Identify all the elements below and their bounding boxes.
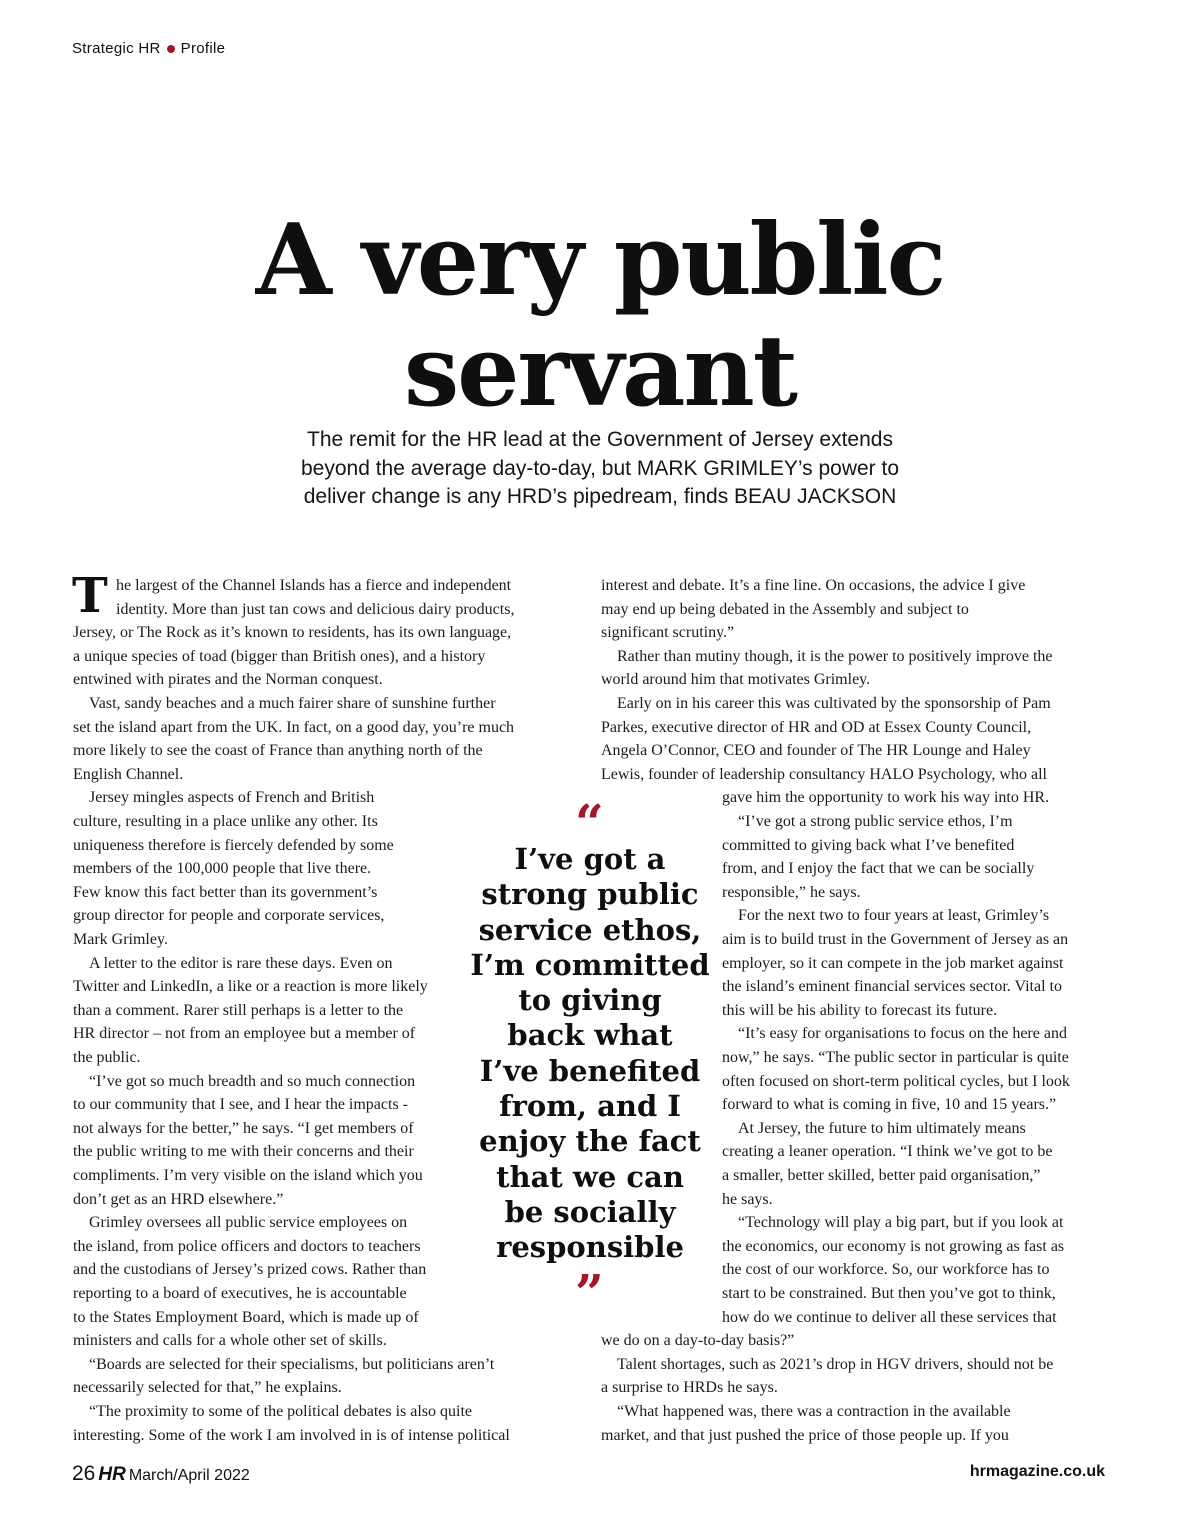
headline-line: A very public: [255, 203, 945, 318]
close-quote-mark-icon: ”: [575, 1263, 604, 1322]
section-label: Strategic HR: [72, 40, 161, 57]
body-text-line: At Jersey, the future to him ultimately means: [738, 1119, 1026, 1137]
body-text-line: the public.: [73, 1049, 141, 1066]
pull-quote-line: be socially: [504, 1194, 676, 1229]
body-text-line: members of the 100,000 people that live there.: [73, 860, 372, 878]
body-text-line: responsible,” he says.: [722, 883, 861, 901]
bullet-dot-icon: [167, 45, 175, 53]
body-text-line: don’t get as an HRD elsewhere.”: [73, 1190, 284, 1208]
body-text-line: interest and debate. It’s a fine line. On occasions, the advice I give: [601, 577, 1026, 594]
pull-quote-line: I’ve benefited: [479, 1053, 701, 1088]
body-text-line: more likely to see the coast of France than anything north of the: [73, 742, 483, 760]
section-tag: [72, 40, 225, 57]
body-text-line: market, and that just pushed the price of those people up. If you: [601, 1426, 1009, 1444]
pull-quote-line: strong public: [481, 877, 699, 912]
body-text-line: a surprise to HRDs he says.: [601, 1379, 778, 1397]
body-text-line: “I’ve got a strong public service ethos, I’m: [738, 813, 1013, 830]
body-text-line: a smaller, better skilled, better paid organisation,”: [722, 1167, 1041, 1184]
body-text-line: Talent shortages, such as 2021’s drop in HGV drivers, should not be: [617, 1355, 1054, 1373]
body-text-line: to our community that I see, and I hear the impacts -: [73, 1096, 409, 1114]
body-text-line: “Technology will play a big part, but if you look at: [738, 1214, 1064, 1232]
body-text-line: A letter to the editor is rare these days. Even on: [89, 954, 393, 972]
standfirst-line: beyond the average day-to-day, but MARK GRIMLEY’s power to: [300, 456, 900, 480]
body-text-line: Twitter and LinkedIn, a like or a reaction is more likely: [73, 978, 428, 996]
page-number: 26: [72, 1462, 96, 1485]
body-text-line: the cost of our workforce. So, our workforce has to: [722, 1261, 1050, 1279]
body-text-line: how do we continue to deliver all these services that: [722, 1308, 1057, 1326]
body-text-line: Early on in his career this was cultivated by the sponsorship of Pam: [617, 695, 1051, 712]
body-text-line: reporting to a board of executives, he is accountable: [73, 1285, 407, 1302]
body-text-line: the public writing to me with their concerns and their: [73, 1143, 414, 1161]
body-text-line: uniqueness therefore is fiercely defended by some: [73, 836, 394, 854]
pull-quote-line: from, and I: [499, 1089, 681, 1124]
body-text-line: “The proximity to some of the political debates is also quite: [89, 1403, 473, 1420]
body-text-line: Parkes, executive director of HR and OD at Essex County Council,: [601, 718, 1032, 736]
body-text-line: “What happened was, there was a contraction in the available: [617, 1403, 1011, 1420]
website-url: hrmagazine.co.uk: [969, 1463, 1105, 1480]
body-text-line: Grimley oversees all public service employees on: [89, 1214, 408, 1232]
body-text-line: creating a leaner operation. “I think we’ve got to be: [722, 1143, 1053, 1161]
pull-quote-line: I’ve got a: [514, 842, 666, 876]
headline-line: servant: [403, 314, 797, 429]
body-text-line: we do on a day-to-day basis?”: [601, 1332, 795, 1350]
pull-quote-line: I’m committed: [470, 947, 710, 982]
body-text-line: For the next two to four years at least, Grimley’s: [738, 907, 1050, 925]
body-text-line: Lewis, founder of leadership consultancy HALO Psychology, who all: [601, 765, 1047, 783]
body-text-line: he largest of the Channel Islands has a fierce and independent: [116, 577, 512, 594]
body-text-line: committed to giving back what I’ve benefited: [722, 836, 1015, 854]
body-text-line: HR director – not from an employee but a member of: [73, 1025, 416, 1043]
body-text-line: interesting. Some of the work I am involved in is of intense political: [73, 1426, 510, 1444]
body-text-line: culture, resulting in a place unlike any other. Its: [73, 813, 378, 830]
pull-quote-line: to giving: [518, 983, 662, 1018]
body-text-line: the island, from police officers and doctors to teachers: [73, 1237, 421, 1255]
body-text-line: Angela O’Connor, CEO and founder of The HR Lounge and Haley: [601, 742, 1031, 760]
body-text-line: not always for the better,” he says. “I get members of: [73, 1119, 414, 1137]
body-text-line: gave him the opportunity to work his way into HR.: [722, 789, 1050, 807]
body-text-line: “I’ve got so much breadth and so much connection: [89, 1072, 416, 1090]
body-text-line: aim is to build trust in the Government of Jersey as an: [722, 931, 1069, 948]
pull-quote-line: enjoy the fact: [479, 1124, 701, 1159]
body-text-line: Vast, sandy beaches and a much fairer share of sunshine further: [89, 695, 496, 712]
pull-quote-line: back what: [507, 1018, 673, 1053]
body-text-line: a unique species of toad (bigger than British ones), and a history: [73, 647, 486, 665]
body-text-line: from, and I enjoy the fact that we can be socially: [722, 860, 1035, 878]
pull-quote-line: responsible: [496, 1230, 684, 1265]
body-text-line: entwined with pirates and the Norman conquest.: [73, 671, 383, 689]
body-text-line: the island’s eminent financial services sector. Vital to: [722, 978, 1062, 996]
body-text-line: identity. More than just tan cows and delicious dairy products,: [116, 600, 515, 618]
body-text-line: world around him that motivates Grimley.: [601, 671, 871, 689]
body-text-line: Jersey mingles aspects of French and British: [89, 789, 375, 807]
open-quote-mark-icon: “: [575, 793, 604, 852]
body-text-line: employer, so it can compete in the job market against: [722, 954, 1064, 972]
issue-date: March/April 2022: [128, 1467, 250, 1484]
body-text-line: he says.: [722, 1190, 773, 1208]
article-standfirst: [150, 426, 1050, 512]
body-text-line: often focused on short-term political cycles, but I look: [722, 1072, 1070, 1090]
article-headline: [0, 205, 1200, 427]
pull-quote-line: that we can: [496, 1159, 684, 1194]
body-text-line: ministers and calls for a whole other set of skills.: [73, 1332, 387, 1350]
footer-folio: [72, 1462, 250, 1486]
body-text-line: compliments. I’m very visible on the island which you: [73, 1167, 423, 1184]
body-text-line: necessarily selected for that,” he explains.: [73, 1379, 342, 1397]
body-text-line: now,” he says. “The public sector in particular is quite: [722, 1049, 1069, 1066]
standfirst-line: deliver change is any HRD’s pipedream, finds BEAU JACKSON: [303, 485, 897, 508]
body-text-line: “Boards are selected for their specialisms, but politicians aren’t: [89, 1355, 495, 1373]
body-text-line: set the island apart from the UK. In fact, on a good day, you’re much: [73, 718, 515, 736]
body-text-line: Few know this fact better than its government’s: [73, 883, 378, 901]
body-text-line: than a comment. Rarer still perhaps is a letter to the: [73, 1001, 404, 1019]
pull-quote-line: service ethos,: [478, 912, 702, 947]
body-text-line: Jersey, or The Rock as it’s known to residents, has its own language,: [73, 624, 512, 642]
body-text-line: this will be his ability to forecast its future.: [722, 1001, 998, 1019]
body-text-line: English Channel.: [73, 765, 184, 783]
body-text-line: group director for people and corporate services,: [73, 907, 385, 925]
body-text-line: to the States Employment Board, which is made up of: [73, 1308, 419, 1326]
body-text-line: may end up being debated in the Assembly and subject to: [601, 600, 969, 618]
body-text-line: “It’s easy for organisations to focus on the here and: [738, 1025, 1067, 1043]
pull-quote: [470, 842, 710, 1266]
body-text-line: significant scrutiny.”: [601, 624, 735, 642]
magazine-logo: HR: [98, 1464, 126, 1485]
body-text-line: forward to what is coming in five, 10 and 15 years.”: [722, 1096, 1057, 1114]
body-text-line: Mark Grimley.: [73, 931, 168, 948]
subsection-label: Profile: [180, 40, 226, 57]
drop-cap: T: [72, 568, 108, 624]
body-text-line: and the custodians of Jersey’s prized cows. Rather than: [73, 1261, 427, 1279]
body-text-line: Rather than mutiny though, it is the power to positively improve the: [617, 647, 1053, 665]
body-text-line: the economics, our economy is not growing as fast as: [722, 1237, 1065, 1255]
body-text-line: start to be constrained. But then you’ve got to think,: [722, 1285, 1056, 1302]
standfirst-line: The remit for the HR lead at the Government of Jersey extends: [307, 428, 893, 451]
